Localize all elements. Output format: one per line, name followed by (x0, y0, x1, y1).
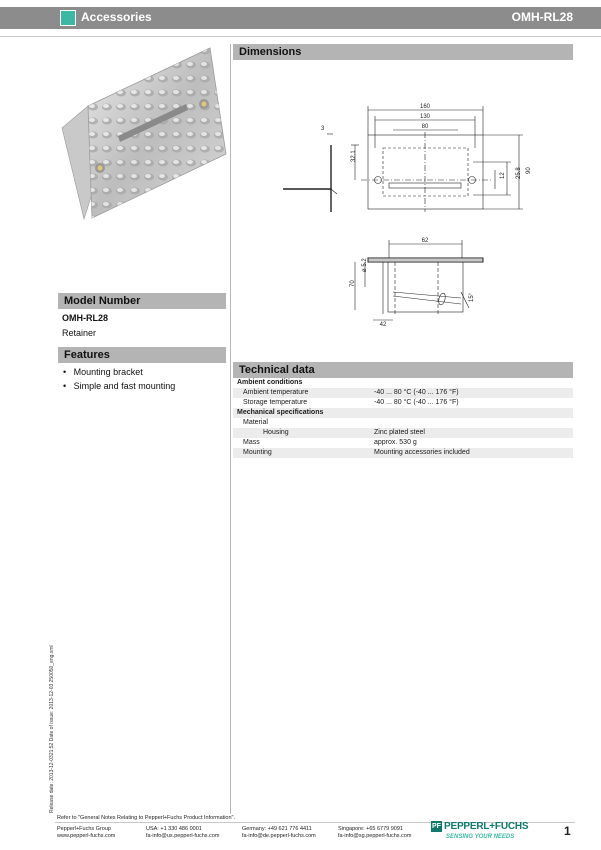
table-row: Mass approx. 530 g (243, 439, 417, 446)
dim-label: 15° (469, 292, 475, 302)
footer-col (57, 826, 115, 840)
release-info: Release date: 2013-12-0321:52 Date of issue: 2013-12-03 250050_eng.xml (49, 645, 55, 813)
table-row: Housing Zinc plated steel (233, 428, 573, 438)
footer-col (338, 826, 411, 840)
table-row: Mounting Mounting accessories included (233, 448, 573, 458)
footer-col (146, 826, 219, 840)
dim-label: 130 (419, 114, 431, 120)
footer-link[interactable]: www.pepperl-fuchs.com (57, 833, 116, 839)
table-row: Ambient conditions (237, 379, 303, 386)
feature-item: • Simple and fast mounting (63, 381, 176, 391)
header-rule (0, 36, 601, 37)
dim-label: 25.8 (516, 167, 522, 179)
dim-label: 3 (321, 126, 325, 132)
table-row: Mechanical specifications (233, 408, 573, 418)
technical-data-heading: Technical data (233, 362, 573, 378)
dim-label: 32.1 (351, 150, 357, 162)
page-number: 1 (564, 824, 571, 838)
footer-phone: Germany: +49 621 776 4411 (242, 826, 312, 832)
feature-item: • Mounting bracket (63, 367, 143, 377)
footer-email[interactable]: fa-info@sg.pepperl-fuchs.com (338, 833, 412, 839)
dim-label: 42 (379, 322, 387, 328)
footer-col (242, 826, 316, 840)
brand-square-icon (60, 10, 76, 26)
footer-company: Pepperl+Fuchs Group (57, 826, 111, 832)
table-row: Material (243, 419, 268, 426)
table-row: Storage temperature -40 ... 80 °C (-40 ... 176 °F) (243, 399, 459, 406)
footer-phone: USA: +1 330 486 0001 (146, 826, 202, 832)
footer-email[interactable]: fa-info@us.pepperl-fuchs.com (146, 833, 220, 839)
feature-label: Simple and fast mounting (73, 381, 176, 391)
brand-name: PEPPERL+FUCHS (444, 821, 529, 832)
dim-label: 12 (500, 172, 506, 179)
product-photo (58, 44, 230, 224)
brand-logo-icon: PF (432, 823, 441, 830)
dimension-drawing (233, 62, 573, 332)
model-number-heading: Model Number (58, 293, 226, 309)
dim-label: ø 5.2 (362, 258, 368, 272)
dim-label: 70 (350, 280, 356, 287)
dim-label: 62 (421, 238, 429, 244)
footer-note: Refer to "General Notes Relating to Pepperl+Fuchs Product Information". (57, 815, 236, 821)
page-model-title: OMH-RL28 (511, 10, 573, 24)
page-section-title: Accessories (81, 10, 152, 24)
dim-label: 90 (526, 167, 532, 174)
table-row: Ambient temperature -40 ... 80 °C (-40 ... 176 °F) (233, 388, 573, 398)
dimensions-heading: Dimensions (233, 44, 573, 60)
header-bar (0, 7, 601, 29)
feature-label: Mounting bracket (73, 367, 143, 377)
footer-phone: Singapore: +65 6779 9091 (338, 826, 403, 832)
technical-data-table (233, 378, 573, 458)
dim-label: 80 (421, 124, 429, 130)
brand-tagline: SENSING YOUR NEEDS (446, 834, 515, 840)
dim-label: 160 (419, 104, 431, 110)
features-heading: Features (58, 347, 226, 363)
model-name: OMH-RL28 (62, 313, 109, 323)
model-description: Retainer (62, 328, 97, 338)
footer-email[interactable]: fa-info@de.pepperl-fuchs.com (242, 833, 316, 839)
column-divider (230, 44, 231, 814)
